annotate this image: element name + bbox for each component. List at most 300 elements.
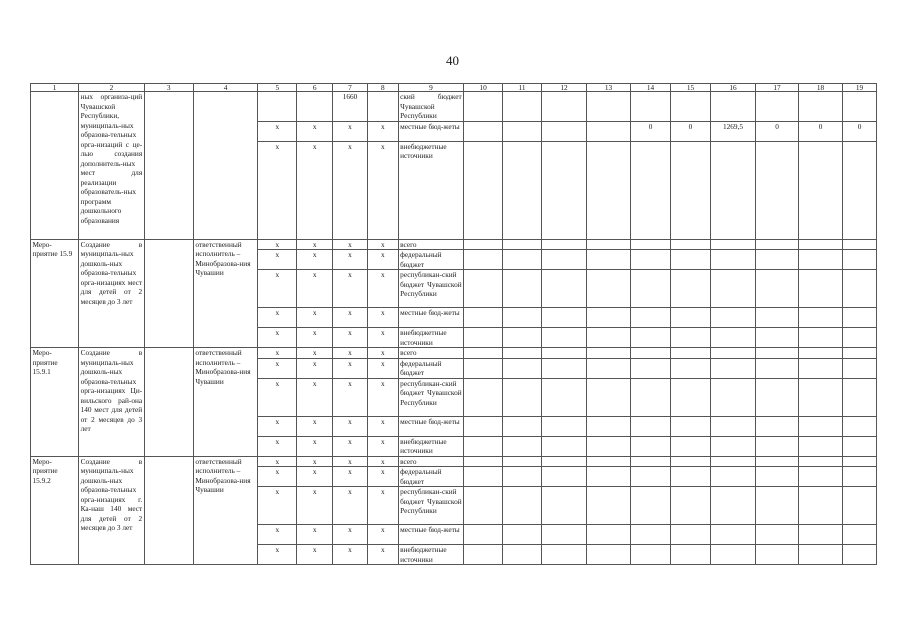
value-cell [843,467,877,487]
value-cell [710,358,755,378]
value-cell: 0 [843,121,877,141]
code-cell: x [297,416,333,436]
value-cell [541,456,586,467]
code-cell: x [297,545,333,565]
col-header: 5 [258,84,297,92]
code-cell [258,92,297,122]
code-cell [367,92,398,122]
value-cell [464,467,503,487]
value-cell: 0 [631,121,671,141]
value-cell [843,328,877,348]
value-cell [503,456,542,467]
code-cell: x [258,348,297,359]
value-cell [631,92,671,122]
code-cell: x [258,456,297,467]
value-cell [503,250,542,270]
value-cell [503,416,542,436]
value-cell [464,416,503,436]
col-header: 12 [541,84,586,92]
value-cell [799,141,843,239]
code-cell [297,92,333,122]
value-cell [756,378,799,416]
col-header: 18 [799,84,843,92]
code-cell: x [333,378,368,416]
code-cell: x [367,328,398,348]
col-header: 15 [671,84,711,92]
value-cell [843,416,877,436]
value-cell [710,416,755,436]
value-cell: 0 [756,121,799,141]
code-cell: x [297,270,333,308]
code-cell: x [333,348,368,359]
value-cell [503,270,542,308]
value-cell [503,348,542,359]
funding-source-cell: республикан-ский бюджет Чувашской Республики [398,487,464,525]
value-cell [671,358,711,378]
code-cell: x [258,308,297,328]
value-cell [799,239,843,250]
code-cell: x [333,141,368,239]
value-cell [710,308,755,328]
value-cell [464,348,503,359]
value-cell [843,378,877,416]
value-cell [710,328,755,348]
value-cell [587,487,631,525]
code-cell: x [258,358,297,378]
value-cell [631,348,671,359]
value-cell [503,121,542,141]
value-cell [631,378,671,416]
code-cell: x [333,436,368,456]
code-cell: x [367,525,398,545]
code-cell: x [258,239,297,250]
value-cell [464,308,503,328]
value-cell [631,436,671,456]
col-header: 1 [31,84,79,92]
value-cell [541,545,586,565]
value-cell [464,545,503,565]
code-cell: x [297,308,333,328]
value-cell [541,525,586,545]
funding-source-cell: местные бюд-жеты [398,121,464,141]
col-header: 10 [464,84,503,92]
value-cell [631,250,671,270]
value-cell [710,92,755,122]
measure-number-cell: Меро-приятие 15.9 [31,239,79,348]
value-cell [671,378,711,416]
value-cell [587,270,631,308]
value-cell [756,525,799,545]
value-cell [799,348,843,359]
col-header: 9 [398,84,464,92]
value-cell [541,467,586,487]
value-cell [503,92,542,122]
code-cell: x [297,141,333,239]
value-cell [587,378,631,416]
executor-cell: ответственный исполнитель – Минобразова-ния Чувашии [193,456,258,565]
value-cell [631,416,671,436]
funding-source-cell: местные бюд-жеты [398,416,464,436]
value-cell: 1269,5 [710,121,755,141]
code-cell: x [297,348,333,359]
funding-source-cell: внебюджетные источники [398,436,464,456]
code-cell: x [333,545,368,565]
code-cell: x [297,378,333,416]
value-cell [464,358,503,378]
value-cell [464,239,503,250]
value-cell [503,239,542,250]
empty-cell [144,92,193,240]
value-cell [843,545,877,565]
col-header: 8 [367,84,398,92]
value-cell [843,141,877,239]
code-cell: x [367,378,398,416]
value-cell [541,416,586,436]
value-cell [464,328,503,348]
value-cell [710,239,755,250]
code-cell: x [297,250,333,270]
funding-source-cell: внебюджетные источники [398,545,464,565]
table-body [31,84,877,565]
value-cell [710,378,755,416]
value-cell [587,328,631,348]
code-cell: x [367,348,398,359]
code-cell: x [297,456,333,467]
code-cell: x [367,416,398,436]
code-cell: x [333,270,368,308]
value-cell [464,270,503,308]
measure-name-cell: Создание в муниципаль-ных дошколь-ных образова-тельных орга-низациях мест для детей от 2 месяцев до 3 лет [79,239,145,348]
code-cell: x [258,545,297,565]
funding-source-cell: всего [398,456,464,467]
value-cell [799,525,843,545]
value-cell [587,239,631,250]
value-cell [843,270,877,308]
value-cell [799,487,843,525]
code-cell: x [297,121,333,141]
value-cell [541,239,586,250]
value-cell [799,328,843,348]
col-header: 3 [144,84,193,92]
value-cell [799,250,843,270]
executor-cell [193,92,258,240]
col-header: 7 [333,84,368,92]
value-cell [464,121,503,141]
executor-cell: ответственный исполнитель – Минобразова-ния Чувашии [193,348,258,457]
value-cell [587,358,631,378]
code-cell: x [297,436,333,456]
code-cell: x [258,436,297,456]
value-cell [756,348,799,359]
value-cell [756,141,799,239]
page-number: 40 [446,53,459,68]
code-cell: x [333,416,368,436]
code-cell: x [333,328,368,348]
value-cell [631,328,671,348]
value-cell [799,456,843,467]
value-cell [671,525,711,545]
value-cell [541,328,586,348]
value-cell [503,487,542,525]
code-cell: x [258,525,297,545]
value-cell [503,467,542,487]
value-cell [843,250,877,270]
value-cell [756,92,799,122]
measure-number-cell [31,92,79,240]
code-cell: x [333,308,368,328]
code-cell: x [367,239,398,250]
value-cell [799,358,843,378]
funding-source-cell: местные бюд-жеты [398,308,464,328]
code-cell: x [367,121,398,141]
value-cell [587,92,631,122]
value-cell [541,348,586,359]
value-cell [671,141,711,239]
value-cell [503,545,542,565]
value-cell [464,378,503,416]
value-cell [503,308,542,328]
code-cell: x [297,328,333,348]
funding-source-cell: федеральный бюджет [398,358,464,378]
value-cell [843,436,877,456]
value-cell [756,308,799,328]
value-cell [756,545,799,565]
code-cell: x [333,487,368,525]
code-cell: x [258,416,297,436]
code-cell: x [333,121,368,141]
value-cell [671,348,711,359]
value-cell [587,121,631,141]
code-cell: x [297,525,333,545]
value-cell [631,487,671,525]
code-cell: x [258,250,297,270]
value-cell [464,250,503,270]
funding-source-cell: федеральный бюджет [398,467,464,487]
code-cell: x [333,239,368,250]
value-cell [587,467,631,487]
value-cell [541,308,586,328]
measure-number-cell: Меро-приятие 15.9.2 [31,456,79,565]
value-cell [541,487,586,525]
code-cell: x [367,308,398,328]
value-cell [464,436,503,456]
measure-name-cell: Создание в муниципаль-ных дошколь-ных образова-тельных орга-низациях г. Ка-наш 140 мест для детей от 2 месяцев до 3 лет [79,456,145,565]
value-cell [587,141,631,239]
code-cell: x [367,141,398,239]
value-cell [756,467,799,487]
code-cell: x [367,456,398,467]
value-cell [671,308,711,328]
table-row [31,92,877,122]
value-cell [710,348,755,359]
column-number-row [31,84,877,92]
value-cell [756,328,799,348]
value-cell [671,270,711,308]
value-cell [843,92,877,122]
funding-source-cell: республикан-ский бюджет Чувашской Республики [398,270,464,308]
value-cell [843,308,877,328]
value-cell [756,358,799,378]
value-cell [464,141,503,239]
table-row [31,456,877,467]
funding-source-cell: республикан-ский бюджет Чувашской Республики [398,378,464,416]
value-cell [756,239,799,250]
value-cell [631,239,671,250]
value-cell [464,487,503,525]
funding-source-cell: федеральный бюджет [398,250,464,270]
col-header: 14 [631,84,671,92]
col-header: 4 [193,84,258,92]
code-cell: x [367,487,398,525]
value-cell [503,358,542,378]
value-cell [710,467,755,487]
col-header: 17 [756,84,799,92]
col-header: 2 [79,84,145,92]
value-cell [799,467,843,487]
value-cell [631,358,671,378]
value-cell [671,545,711,565]
code-cell: x [333,456,368,467]
funding-source-cell: внебюджетные источники [398,141,464,239]
value-cell [756,487,799,525]
measure-name-cell: Создание в муниципаль-ных дошколь-ных образова-тельных орга-низациях Ци-вильского рай-она 140 мест для детей от 2 месяцев до 3 лет [79,348,145,457]
value-cell [671,456,711,467]
value-cell [710,525,755,545]
value-cell [710,141,755,239]
value-cell [843,358,877,378]
code-cell: x [258,467,297,487]
col-header: 16 [710,84,755,92]
value-cell [799,378,843,416]
code-cell: x [258,270,297,308]
value-cell [671,328,711,348]
code-cell: x [297,467,333,487]
code-cell: x [367,250,398,270]
value-cell [756,270,799,308]
measure-number-cell: Меро-приятие 15.9.1 [31,348,79,457]
value-cell [631,456,671,467]
value-cell [541,436,586,456]
value-cell [587,456,631,467]
code-cell: x [333,467,368,487]
col-header: 6 [297,84,333,92]
empty-cell [144,456,193,565]
value-cell [799,270,843,308]
value-cell [710,487,755,525]
code-cell: x [333,250,368,270]
value-cell [631,270,671,308]
value-cell [710,250,755,270]
value-cell [503,525,542,545]
funding-source-cell: ский бюджет Чувашской Республики [400,92,462,120]
code-cell: x [297,358,333,378]
code-cell: x [367,358,398,378]
value-cell [843,239,877,250]
empty-cell [144,239,193,348]
value-cell [671,416,711,436]
funding-source-cell: всего [398,239,464,250]
code-cell: x [367,545,398,565]
code-cell: x [258,328,297,348]
funding-source-cell: местные бюд-жеты [398,525,464,545]
code-cell: x [367,436,398,456]
funding-source-cell: всего [398,348,464,359]
value-cell [503,328,542,348]
value-cell [710,436,755,456]
value-cell [671,467,711,487]
value-cell [799,545,843,565]
code-cell: 1660 [333,92,368,122]
value-cell [587,525,631,545]
value-cell [503,436,542,456]
value-cell [631,467,671,487]
value-cell [541,141,586,239]
empty-cell [144,348,193,457]
value-cell [671,436,711,456]
executor-cell: ответственный исполнитель – Минобразова-ния Чувашии [193,239,258,348]
value-cell [799,436,843,456]
value-cell [541,250,586,270]
value-cell [710,456,755,467]
value-cell [541,378,586,416]
col-header: 19 [843,84,877,92]
value-cell [587,308,631,328]
value-cell [671,92,711,122]
value-cell [503,141,542,239]
code-cell: x [258,141,297,239]
value-cell [710,545,755,565]
value-cell [710,270,755,308]
col-header: 11 [503,84,542,92]
value-cell [799,308,843,328]
value-cell [631,308,671,328]
table-row [31,239,877,250]
program-table [30,83,877,565]
table-row [31,348,877,359]
value-cell [756,250,799,270]
value-cell [631,545,671,565]
value-cell [587,416,631,436]
value-cell [843,487,877,525]
value-cell [843,525,877,545]
code-cell: x [258,487,297,525]
value-cell [587,436,631,456]
value-cell [587,545,631,565]
value-cell [756,416,799,436]
value-cell [843,348,877,359]
value-cell [503,378,542,416]
code-cell: x [258,121,297,141]
value-cell [587,250,631,270]
value-cell [464,456,503,467]
value-cell [464,525,503,545]
code-cell: x [333,358,368,378]
code-cell: x [258,378,297,416]
value-cell [464,92,503,122]
value-cell [843,456,877,467]
value-cell [671,250,711,270]
code-cell: x [367,467,398,487]
value-cell [756,456,799,467]
funding-source-cell: внебюджетные источники [398,328,464,348]
value-cell [541,270,586,308]
code-cell: x [297,487,333,525]
value-cell [631,141,671,239]
value-cell [671,487,711,525]
measure-name-cell: ных организа-ций Чувашской Республики, муниципаль-ных образова-тельных орга-низаций с це-лью создания дополнитель-ных мест для реализации образователь-ных программ дошкольного образования [79,92,145,240]
code-cell: x [297,239,333,250]
value-cell [541,358,586,378]
